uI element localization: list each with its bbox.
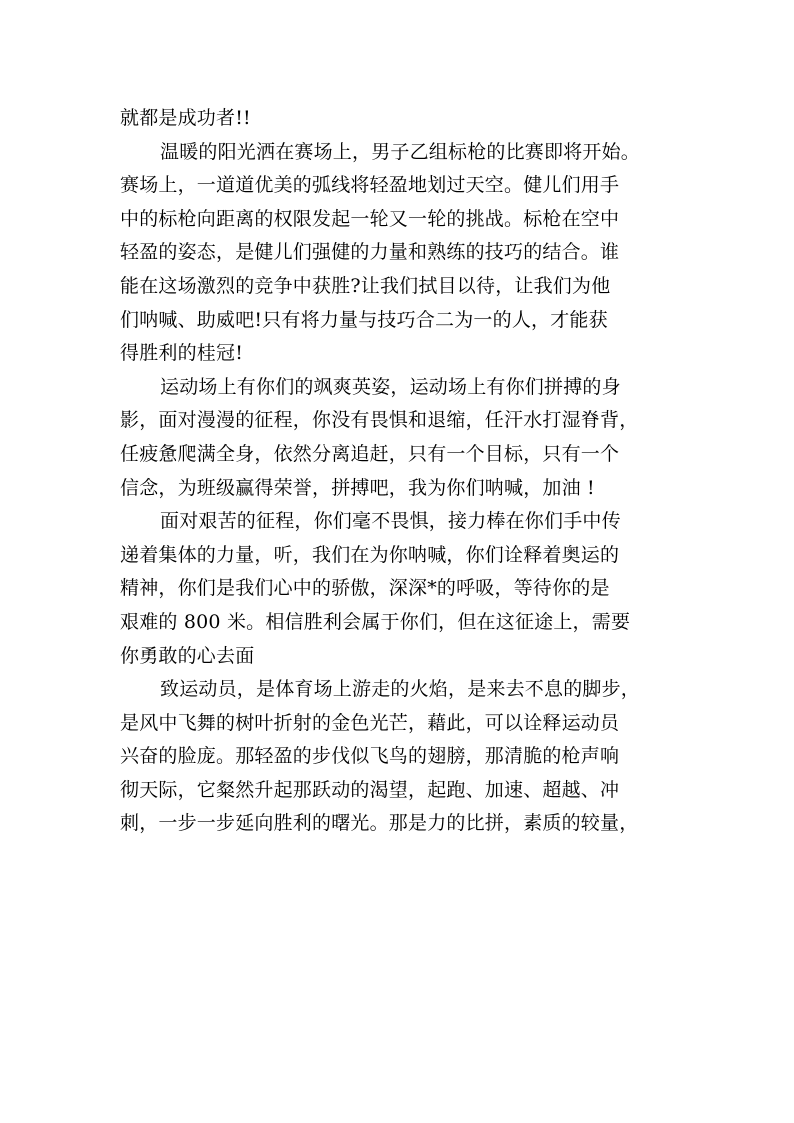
text-line: 彻天际，它粲然升起那跃动的渴望，起跑、加速、超越、冲 bbox=[120, 778, 620, 801]
text-line: 任疲惫爬满全身，依然分离追赶，只有一个目标，只有一个 bbox=[120, 442, 620, 465]
text-line: 温暖的阳光洒在赛场上，男子乙组标枪的比赛即将开始。 bbox=[160, 140, 641, 163]
text-line: 你勇敢的心去面 bbox=[120, 644, 255, 667]
paragraph-2 bbox=[120, 136, 680, 371]
text-line: 赛场上，一道道优美的弧线将轻盈地划过天空。健儿们用手 bbox=[120, 174, 620, 197]
text-line: 影，面对漫漫的征程，你没有畏惧和退缩，任汗水打湿脊背， bbox=[120, 409, 639, 432]
text-line: 精神，你们是我们心中的骄傲，深深*的呼吸，等待你的是 bbox=[120, 577, 610, 600]
text-line: 艰难的 800 米。相信胜利会属于你们，但在这征途上，需要 bbox=[120, 610, 631, 633]
text-line: 运动场上有你们的飒爽英姿，运动场上有你们拼搏的身 bbox=[160, 375, 621, 398]
text-line: 致运动员，是体育场上游走的火焰，是来去不息的脚步， bbox=[160, 678, 641, 701]
paragraph-3 bbox=[120, 371, 680, 505]
paragraph-4 bbox=[120, 505, 680, 673]
text-line: 得胜利的桂冠! bbox=[120, 342, 244, 365]
text-line: 轻盈的姿态，是健儿们强健的力量和熟练的技巧的结合。谁 bbox=[120, 241, 620, 264]
paragraph-5 bbox=[120, 673, 680, 841]
text-line: 递着集体的力量，听，我们在为你呐喊，你们诠释着奥运的 bbox=[120, 543, 620, 566]
text-line: 兴奋的脸庞。那轻盈的步伐似飞鸟的翅膀，那清脆的枪声响 bbox=[120, 745, 620, 768]
text-line: 信念，为班级赢得荣誉，拼搏吧，我为你们呐喊，加油 ! bbox=[120, 476, 595, 499]
text-line: 中的标枪向距离的权限发起一轮又一轮的挑战。标枪在空中 bbox=[120, 207, 620, 230]
paragraph-1 bbox=[120, 102, 680, 136]
text-line: 就都是成功者!! bbox=[120, 107, 251, 129]
text-line: 刺，一步一步延向胜利的曙光。那是力的比拼，素质的较量， bbox=[120, 812, 639, 835]
text-line: 面对艰苦的征程，你们毫不畏惧，接力棒在你们手中传 bbox=[160, 510, 621, 533]
text-line: 能在这场激烈的竞争中获胜?让我们拭目以待，让我们为他 bbox=[120, 274, 611, 297]
text-line: 是风中飞舞的树叶折射的金色光芒，藉此，可以诠释运动员 bbox=[120, 711, 620, 734]
text-line: 们呐喊、助威吧!只有将力量与技巧合二为一的人，才能获 bbox=[120, 308, 608, 331]
document-page bbox=[120, 102, 680, 841]
